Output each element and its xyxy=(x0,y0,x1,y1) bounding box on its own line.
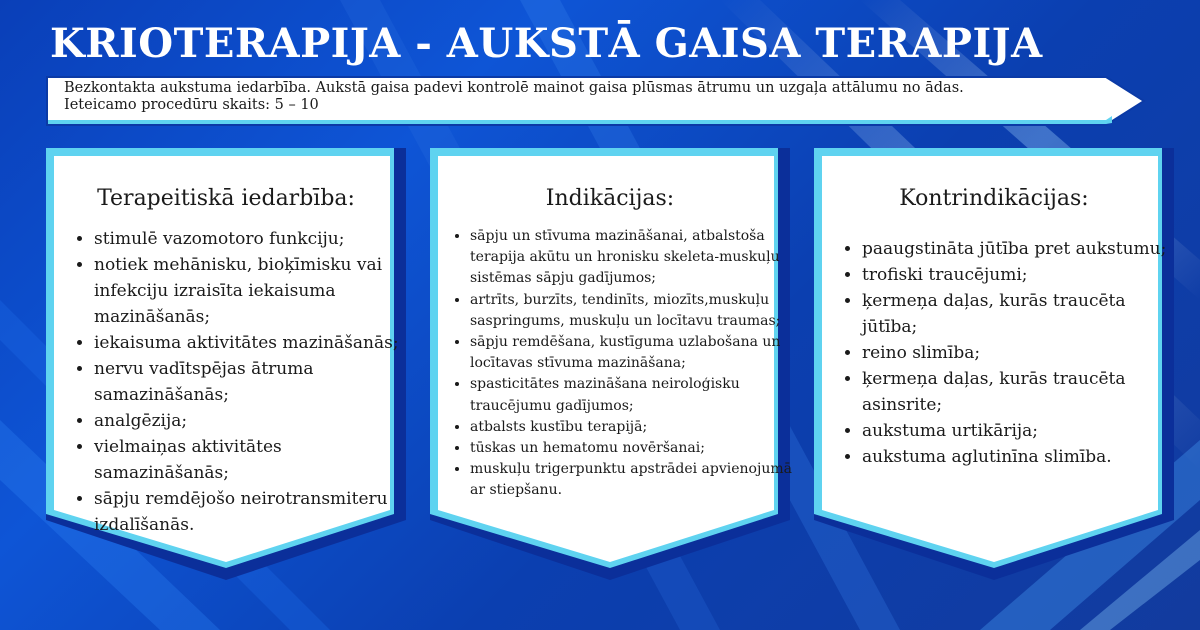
card-contraindications xyxy=(814,148,1174,580)
list-item: • muskuļu trigerpunktu apstrādei apvienojumā ar stiepšanu. xyxy=(470,459,800,501)
list-item: • ķermeņa daļas, kurās traucēta jūtība; xyxy=(862,288,1186,340)
list-item: • trofiski traucējumi; xyxy=(862,262,1186,288)
list-item: • aukstuma aglutinīna slimība. xyxy=(862,444,1186,470)
list-item: • notiek mehānisku, bioķīmisku vai infekciju izraisīta iekaisuma mazināšanās; xyxy=(94,252,416,330)
card-title: Terapeitiskā iedarbība: xyxy=(97,186,355,211)
list-item: • atbalsts kustību terapijā; xyxy=(470,417,800,438)
list-item: • artrīts, burzīts, tendinīts, miozīts,muskuļu saspringums, muskuļu un locītavu traumas; xyxy=(470,290,800,332)
card-indications xyxy=(430,148,790,580)
list-item: • aukstuma urtikārija; xyxy=(862,418,1186,444)
list-item: • nervu vadītspējas ātruma samazināšanās; xyxy=(94,356,416,408)
card-list xyxy=(838,236,1186,470)
card-list xyxy=(448,226,800,502)
list-item: • ķermeņa daļas, kurās traucēta asinsrite; xyxy=(862,366,1186,418)
list-item: • spasticitātes mazināšana neiroloģisku traucējumu gadījumos; xyxy=(470,374,800,416)
list-item: • reino slimība; xyxy=(862,340,1186,366)
page-title: KRIOTERAPIJA - AUKSTĀ GAISA TERAPIJA xyxy=(50,20,1043,67)
list-item: • sāpju remdējošo neirotransmiteru izdalīšanās. xyxy=(94,486,416,538)
list-item: • vielmaiņas aktivitātes samazināšanās; xyxy=(94,434,416,486)
card-therapeutic-effect xyxy=(46,148,406,580)
list-item: • sāpju remdēšana, kustīguma uzlabošana un locītavas stīvuma mazināšana; xyxy=(470,332,800,374)
list-item: • tūskas un hematomu novēršanai; xyxy=(470,438,800,459)
card-title: Kontrindikācijas: xyxy=(899,186,1089,211)
list-item: • iekaisuma aktivitātes mazināšanās; xyxy=(94,330,416,356)
banner-line-1: Bezkontakta aukstuma iedarbība. Aukstā gaisa padevi kontrolē mainot gaisa plūsmas ātrumu un uzgaļa attālumu no ādas. xyxy=(64,80,964,96)
banner-line-2: Ieteicamo procedūru skaits: 5 – 10 xyxy=(64,97,319,113)
card-title: Indikācijas: xyxy=(545,186,675,211)
list-item: • analgēzija; xyxy=(94,408,416,434)
list-item: • stimulē vazomotoro funkciju; xyxy=(94,226,416,252)
banner-text xyxy=(64,80,1104,114)
card-list xyxy=(70,226,416,538)
list-item: • sāpju un stīvuma mazināšanai, atbalstoša terapija akūtu un hronisku skeleta-muskuļu sistēmas sāpju gadījumos; xyxy=(470,226,800,290)
list-item: • paaugstināta jūtība pret aukstumu; xyxy=(862,236,1186,262)
